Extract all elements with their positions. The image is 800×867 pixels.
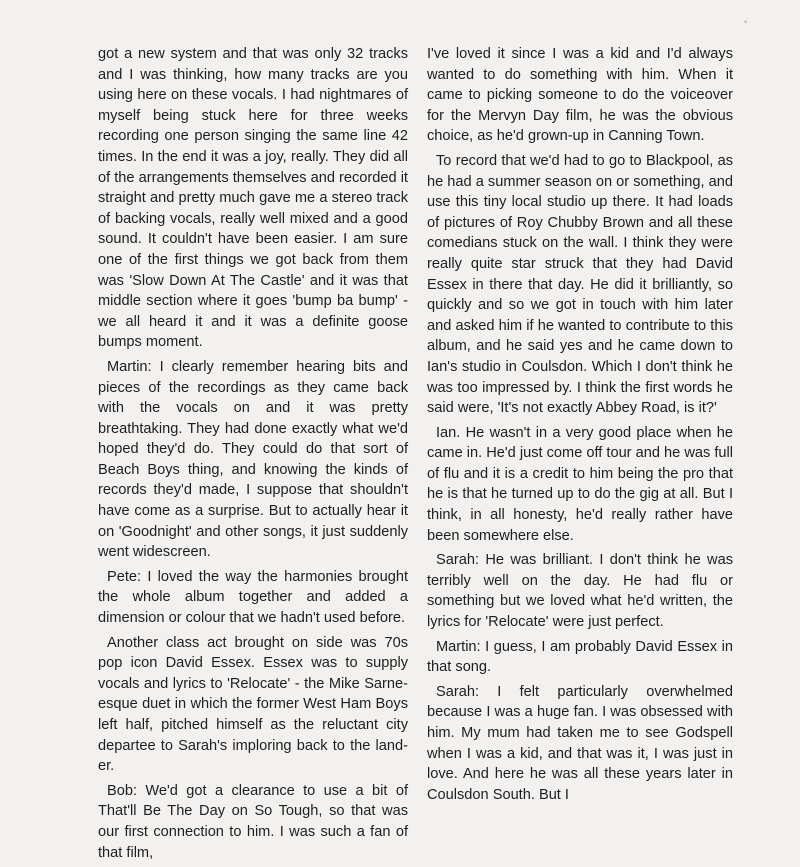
right-column: [427, 44, 733, 809]
paragraph: Another class act brought on side was 70s pop icon David Essex. Essex was to supply vocals and lyrics to 'Relocate' - the Mike Sarne-esque duet in which the former West Ham Boys left half, pitched himself as the reluctant city departee to Sarah's imploring back to the land-er.: [98, 634, 408, 775]
paragraph: Ian. He wasn't in a very good place when he came in. He'd just come off tour and he was full of flu and it is a credit to him being the pro that he is that he turned up to do the gig at all. But I think, in all honesty, he'd really rather have been somewhere else.: [427, 424, 733, 544]
paragraph: Bob: We'd got a clearance to use a bit of That'll Be The Day on So Tough, so that was our first connection to him. I was such a fan of that film,: [98, 782, 408, 861]
paragraph: I've loved it since I was a kid and I'd always wanted to do something with him. When it came to picking someone to do the voiceover for the Mervyn Day film, he was the obvious choice, as he'd grown-up in Canning Town.: [427, 46, 733, 145]
column-gutter: [416, 44, 417, 714]
paragraph: To record that we'd had to go to Blackpool, as he had a summer season on or something, and use this tiny local studio up there. It had loads of pictures of Roy Chubby Brown and all these comedians stuck on the wall. I think they were really quite star struck that they had David Essex in there that day. He did it brilliantly, so quickly and so we got in touch with him later and asked him if he wanted to contribute to this album, and he said yes and he came down to Ian's studio in Coulsdon. Which I don't think he was too impressed by. I think the first words he said were, 'It's not exactly Abbey Road, is it?': [427, 152, 733, 417]
paragraph: Sarah: He was brilliant. I don't think he was terribly well on the day. He had flu or something but we loved what he'd written, the lyrics for 'Relocate' were just perfect.: [427, 552, 733, 631]
paragraph: Sarah: I felt particularly overwhelmed because I was a huge fan. I was obsessed with him. My mum had taken me to see Godspell when I was a kid, and that was it, I was just in love. And here he was all these years later in Coulsdon South. But I: [427, 683, 733, 803]
paragraph: Martin: I guess, I am probably David Essex in that song.: [427, 638, 733, 676]
paragraph: Martin: I clearly remember hearing bits and pieces of the recordings as they came back with the vocals on and it was pretty breathtaking. They had done exactly what we'd hoped they'd do. They could do that sort of Beach Boys thing, and knowing the kinds of records they'd made, I suppose that shouldn't have come as a surprise. But to actually hear it on 'Goodnight' and other songs, it just suddenly went widescreen.: [98, 358, 408, 561]
scan-mark-icon: •: [744, 17, 748, 27]
paragraph: Pete: I loved the way the harmonies brought the whole album together and added a dimension or colour that we hadn't used before.: [98, 568, 408, 627]
left-column: [98, 44, 408, 867]
paragraph: got a new system and that was only 32 tracks and I was thinking, how many tracks are you using here on these vocals. I had nightmares of myself being stuck here for three weeks recording one person singing the same line 42 times. In the end it was a joy, really. They did all of the arrangements themselves and recorded it straight and pretty much gave me a stereo track of backing vocals, really well mixed and a good sound. It couldn't have been easier. I am sure one of the first things we got back from them was 'Slow Down At The Castle' and it was that middle section where it goes 'bump ba bump' - we all heard it and it was a definite goose bumps moment.: [98, 46, 408, 351]
